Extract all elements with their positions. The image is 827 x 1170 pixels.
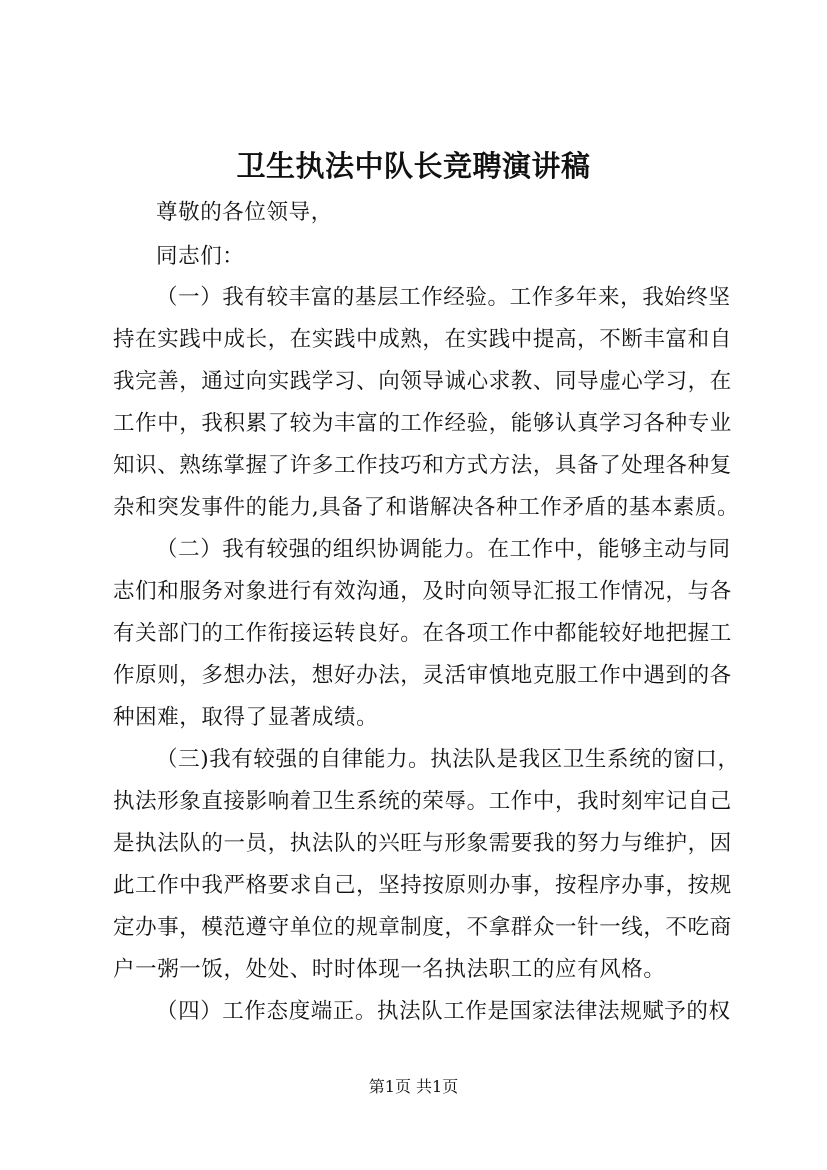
paragraph-line: 我完善，通过向实践学习、向领导诚心求教、同导虚心学习，在 <box>113 369 732 394</box>
paragraph-line: 执法形象直接影响着卫生系统的荣辱。工作中，我时刻牢记自己 <box>113 789 732 814</box>
paragraph-line: （三)我有较强的自律能力。执法队是我区卫生系统的窗口， <box>156 747 740 772</box>
paragraph-line: 持在实践中成长，在实践中成熟，在实践中提高，不断丰富和自 <box>113 327 732 352</box>
salutation-line: 同志们： <box>156 244 245 269</box>
paragraph-line: 是执法队的一员，执法队的兴旺与形象需要我的努力与维护，因 <box>113 831 732 856</box>
document-title: 卫生执法中队长竞聘演讲稿 <box>236 149 591 183</box>
paragraph-line: 工作中，我积累了较为丰富的工作经验，能够认真学习各种专业 <box>113 411 732 436</box>
paragraph-line: （一）我有较丰富的基层工作经验。工作多年来，我始终坚 <box>156 285 731 310</box>
salutation-line: 尊敬的各位领导， <box>156 200 333 225</box>
paragraph-line: 知识、熟练掌握了许多工作技巧和方式方法，具备了处理各种复 <box>113 453 732 478</box>
paragraph-line: 种困难，取得了显著成绩。 <box>113 705 379 730</box>
paragraph-line: （四）工作态度端正。执法队工作是国家法律法规赋予的权 <box>156 999 731 1024</box>
paragraph-line: 户一粥一饭，处处、时时体现一名执法职工的应有风格。 <box>113 957 666 982</box>
paragraph-line: 此工作中我严格要求自己，坚持按原则办事，按程序办事，按规 <box>113 873 732 898</box>
page-number-footer: 第1页 共1页 <box>368 1077 459 1096</box>
paragraph-line: 作原则，多想办法，想好办法，灵活审慎地克服工作中遇到的各 <box>113 663 732 688</box>
paragraph-line: 有关部门的工作衔接运转良好。在各项工作中都能较好地把握工 <box>113 621 732 646</box>
paragraph-line: 定办事，模范遵守单位的规章制度，不拿群众一针一线，不吃商 <box>113 915 732 940</box>
paragraph-line: （二）我有较强的组织协调能力。在工作中，能够主动与同 <box>156 537 731 562</box>
paragraph-line: 志们和服务对象进行有效沟通，及时向领导汇报工作情况，与各 <box>113 579 732 604</box>
paragraph-line: 杂和突发事件的能力,具备了和谐解决各种工作矛盾的基本素质。 <box>113 495 740 520</box>
